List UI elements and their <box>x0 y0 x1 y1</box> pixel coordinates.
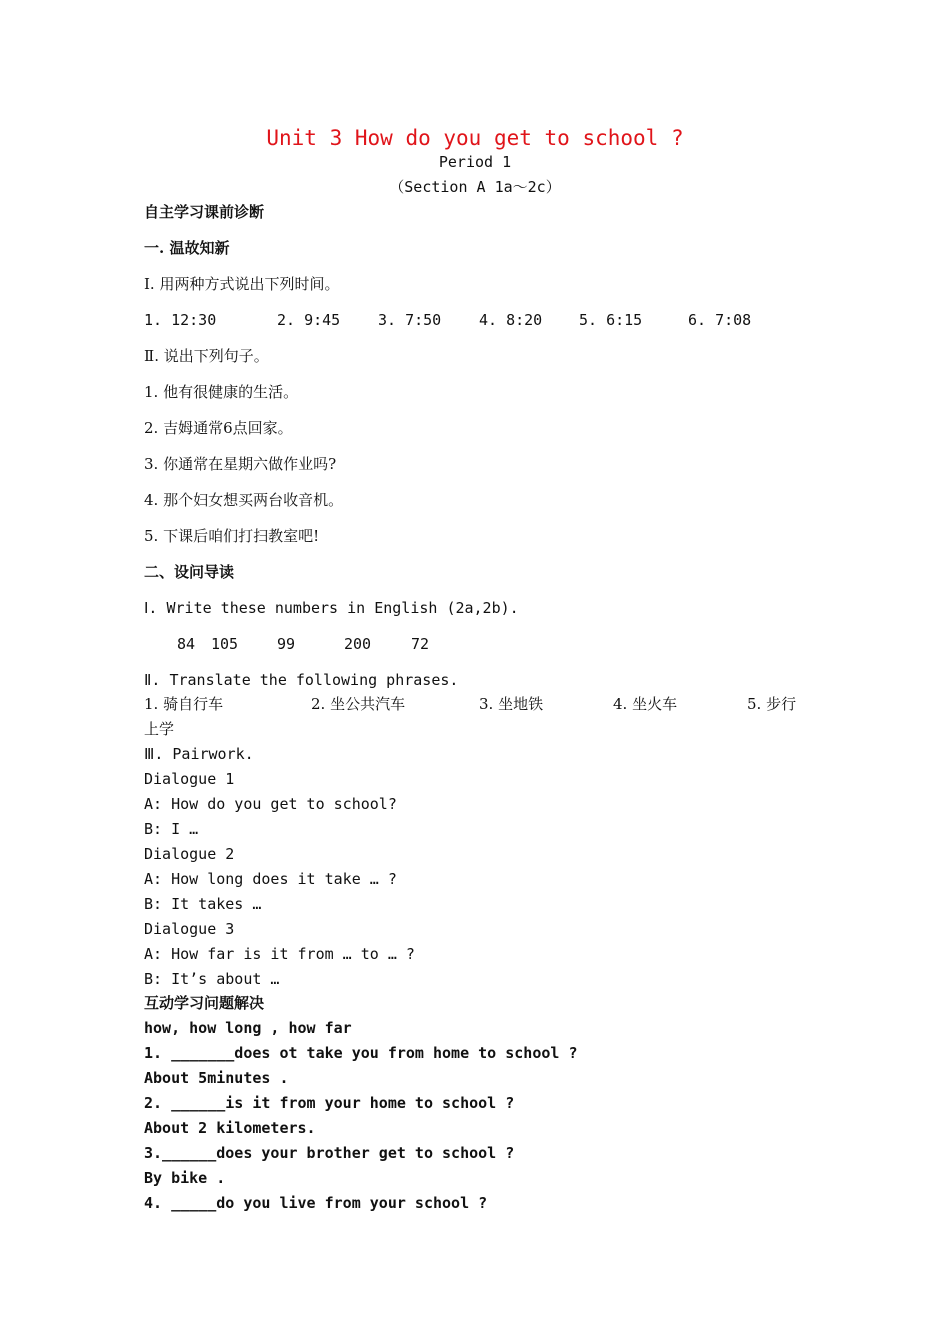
unit-title: Unit 3 How do you get to school ? <box>266 126 684 150</box>
phrase-item: 3. 坐地铁 <box>479 695 544 713</box>
dialogue-line: Dialogue 2 <box>144 845 235 863</box>
time-item: 1. 12:30 <box>144 311 217 329</box>
dialogue-line: A: How long does it take … ? <box>144 870 397 888</box>
exercise-line: 3.______does your brother get to school ? <box>144 1144 515 1162</box>
section-heading-interactive: 互动学习问题解决 <box>144 994 265 1012</box>
subheading-guided-reading: 二、设问导读 <box>144 563 235 581</box>
dialogue-line: A: How do you get to school? <box>144 795 397 813</box>
sentence-item: 4. 那个妇女想买两台收音机。 <box>144 491 344 509</box>
number-item: 200 <box>344 635 372 653</box>
time-item: 5. 6:15 <box>579 311 643 329</box>
exercise-line: About 2 kilometers. <box>144 1119 316 1137</box>
exercise-line: About 5minutes . <box>144 1069 289 1087</box>
phrase-item: 2. 坐公共汽车 <box>311 695 406 713</box>
phrase-item: 4. 坐火车 <box>613 695 678 713</box>
dialogue-line: A: How far is it from … to … ? <box>144 945 415 963</box>
subheading-review: 一. 温故知新 <box>144 239 230 257</box>
question-sentences-title: Ⅱ. 说出下列句子。 <box>144 347 269 365</box>
section-heading-self-study: 自主学习课前诊断 <box>144 203 265 221</box>
dialogue-line: Dialogue 3 <box>144 920 235 938</box>
number-item: 84 <box>177 635 196 653</box>
period-label: Period 1 <box>438 153 512 171</box>
exercise-line: how, how long , how far <box>144 1019 352 1037</box>
question-pairwork-title: Ⅲ. Pairwork. <box>144 745 254 763</box>
number-item: 105 <box>211 635 239 653</box>
question-numbers-title: Ⅰ. Write these numbers in English (2a,2b). <box>144 599 519 617</box>
exercise-line: 4. _____do you live from your school ? <box>144 1194 488 1212</box>
section-label: （Section A 1a～2c） <box>389 178 561 196</box>
sentence-item: 1. 他有很健康的生活。 <box>144 383 299 401</box>
exercise-line: 2. ______is it from your home to school ? <box>144 1094 515 1112</box>
exercise-line: By bike . <box>144 1169 226 1187</box>
time-item: 3. 7:50 <box>378 311 442 329</box>
time-item: 4. 8:20 <box>479 311 543 329</box>
sentence-item: 2. 吉姆通常6点回家。 <box>144 419 293 437</box>
dialogue-line: B: It’s about … <box>144 970 280 988</box>
sentence-item: 5. 下课后咱们打扫教室吧! <box>144 527 320 545</box>
time-item: 2. 9:45 <box>277 311 341 329</box>
phrase-item: 1. 骑自行车 <box>144 695 224 713</box>
phrase-item: 5. 步行 <box>747 695 797 713</box>
number-item: 72 <box>411 635 430 653</box>
time-item: 6. 7:08 <box>688 311 752 329</box>
sentence-item: 3. 你通常在星期六做作业吗? <box>144 455 337 473</box>
question-times-title: Ⅰ. 用两种方式说出下列时间。 <box>144 275 340 293</box>
number-item: 99 <box>277 635 296 653</box>
dialogue-line: Dialogue 1 <box>144 770 235 788</box>
phrase-wrap: 上学 <box>144 720 175 738</box>
question-phrases-title: Ⅱ. Translate the following phrases. <box>144 671 459 689</box>
exercise-line: 1. _______does ot take you from home to school ? <box>144 1044 578 1062</box>
dialogue-line: B: I … <box>144 820 199 838</box>
dialogue-line: B: It takes … <box>144 895 262 913</box>
